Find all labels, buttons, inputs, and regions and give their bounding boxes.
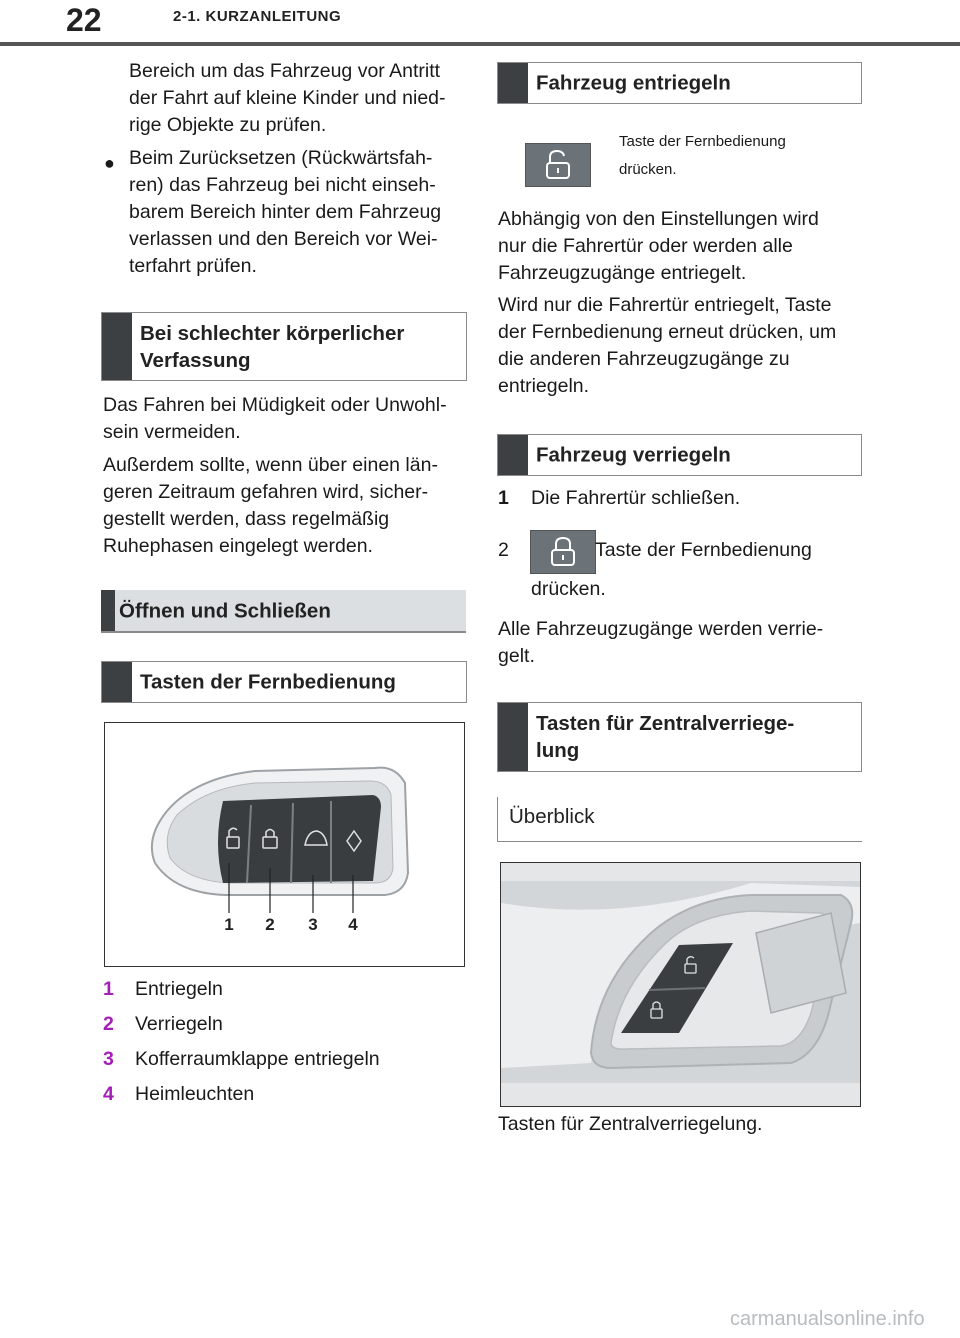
heading-text: Tasten der Fernbedienung bbox=[140, 670, 396, 694]
heading-bar bbox=[498, 63, 528, 103]
text-line: geren Zeitraum gefahren wird, sicher- bbox=[103, 481, 429, 503]
text-line: nur die Fahrertür oder werden alle bbox=[498, 235, 793, 257]
heading-lock-vehicle bbox=[497, 434, 862, 476]
text-line: ren) das Fahrzeug bei nicht einseh- bbox=[129, 174, 436, 196]
bullet-paragraph bbox=[129, 145, 441, 280]
legend-number: 4 bbox=[103, 1083, 114, 1105]
heading-line: Bei schlechter körperlicher bbox=[140, 321, 405, 345]
lock-step-2-text-cont: drücken. bbox=[531, 578, 606, 600]
heading-line: lung bbox=[536, 739, 580, 762]
heading-line: Verfassung bbox=[140, 348, 251, 372]
running-header: 2-1. KURZANLEITUNG bbox=[173, 8, 342, 25]
text-line: gestellt werden, dass regelmäßig bbox=[103, 508, 390, 530]
unlock-paragraph-1 bbox=[498, 206, 819, 287]
heading-text: Fahrzeug entriegeln bbox=[536, 71, 731, 95]
text-line: Außerdem sollte, wenn über einen län- bbox=[103, 454, 438, 476]
legend-label: Verriegeln bbox=[135, 1013, 223, 1035]
unlock-icon bbox=[526, 144, 590, 186]
lock-button-icon bbox=[530, 530, 596, 574]
step-text: Die Fahrertür schließen. bbox=[531, 487, 741, 509]
text-line: der Fahrt auf kleine Kinder und nied- bbox=[129, 87, 446, 109]
text-line: Alle Fahrzeugzugänge werden verrie- bbox=[498, 618, 824, 640]
text-line: entriegeln. bbox=[498, 375, 590, 397]
watermark: carmanualsonline.info bbox=[730, 1308, 925, 1330]
text-line: der Fernbedienung erneut drücken, um bbox=[498, 321, 837, 343]
heading-bar bbox=[102, 313, 132, 380]
legend-label: Kofferraumklappe entriegeln bbox=[135, 1048, 380, 1070]
callout-number: 2 bbox=[265, 915, 275, 934]
text-line: Fahrzeugzugänge entriegelt. bbox=[498, 262, 747, 284]
intro-paragraph bbox=[129, 58, 446, 139]
text-line: Wird nur die Fahrertür entriegelt, Taste bbox=[498, 294, 832, 316]
legend-number: 1 bbox=[103, 978, 114, 1000]
text-line: gelt. bbox=[498, 645, 535, 667]
text-line: Bereich um das Fahrzeug vor Antritt bbox=[129, 60, 441, 82]
callout-number: 3 bbox=[308, 915, 318, 934]
text-line: terfahrt prüfen. bbox=[129, 255, 257, 277]
text-line: barem Bereich hinter dem Fahrzeug bbox=[129, 201, 442, 223]
condition-paragraph-2 bbox=[103, 452, 438, 560]
door-panel-illustration bbox=[501, 863, 860, 1106]
heading-central-locking bbox=[497, 702, 862, 772]
text-line: die anderen Fahrzeugzugänge zu bbox=[498, 348, 790, 370]
text-line: verlassen und den Bereich vor Wei- bbox=[129, 228, 438, 250]
legend-item bbox=[103, 972, 380, 1007]
central-locking-figure bbox=[500, 862, 861, 1107]
callout-number: 1 bbox=[224, 915, 234, 934]
lock-step-1 bbox=[498, 485, 740, 512]
legend-label: Heimleuchten bbox=[135, 1083, 255, 1105]
heading-open-close bbox=[101, 590, 466, 633]
lock-step-2-text: Taste der Fernbedienung bbox=[595, 539, 812, 561]
heading-line: Tasten für Zentralverriege- bbox=[536, 712, 795, 735]
subheading-text: Überblick bbox=[509, 805, 595, 828]
lock-step-2-number: 2 bbox=[498, 539, 509, 561]
heading-physical-condition bbox=[101, 312, 467, 381]
text-line: sein vermeiden. bbox=[103, 421, 241, 443]
key-fob-legend bbox=[103, 972, 380, 1112]
heading-bar bbox=[102, 662, 132, 702]
text-line: Abhängig von den Einstellungen wird bbox=[498, 208, 819, 230]
unlock-paragraph-2 bbox=[498, 292, 836, 400]
unlock-caption bbox=[619, 128, 786, 184]
heading-text bbox=[140, 320, 458, 374]
heading-text bbox=[536, 710, 853, 764]
heading-bar bbox=[101, 590, 115, 631]
callout-number: 4 bbox=[348, 915, 358, 934]
legend-number: 3 bbox=[103, 1048, 114, 1070]
heading-unlock-vehicle bbox=[497, 62, 862, 104]
text-line: Ruhephasen eingelegt werden. bbox=[103, 535, 373, 557]
heading-text: Öffnen und Schließen bbox=[119, 599, 331, 622]
text-line: Das Fahren bei Müdigkeit oder Unwohl- bbox=[103, 394, 447, 416]
legend-number: 2 bbox=[103, 1013, 114, 1035]
heading-remote-buttons bbox=[101, 661, 467, 703]
heading-text: Fahrzeug verriegeln bbox=[536, 443, 731, 467]
unlock-button-icon bbox=[525, 143, 591, 187]
key-fob-illustration bbox=[105, 723, 464, 966]
legend-item bbox=[103, 1007, 380, 1042]
heading-bar bbox=[498, 703, 528, 771]
key-fob-figure bbox=[104, 722, 465, 967]
lock-paragraph bbox=[498, 616, 823, 670]
text-line: Taste der Fernbedienung bbox=[619, 133, 786, 150]
page-number: 22 bbox=[66, 2, 102, 38]
legend-item bbox=[103, 1042, 380, 1077]
heading-bar bbox=[498, 435, 528, 475]
subheading-overview bbox=[497, 797, 862, 842]
text-line: Beim Zurücksetzen (Rückwärtsfah- bbox=[129, 147, 433, 169]
step-number: 1 bbox=[498, 487, 509, 509]
legend-item bbox=[103, 1077, 380, 1112]
text-line: rige Objekte zu prüfen. bbox=[129, 114, 327, 136]
condition-paragraph-1 bbox=[103, 392, 447, 446]
lock-icon bbox=[531, 531, 595, 573]
header-rule bbox=[0, 42, 960, 46]
text-line: drücken. bbox=[619, 161, 677, 178]
figure-caption: Tasten für Zentralverriegelung. bbox=[498, 1113, 763, 1135]
legend-label: Entriegeln bbox=[135, 978, 223, 1000]
bullet-icon: ● bbox=[104, 153, 115, 173]
